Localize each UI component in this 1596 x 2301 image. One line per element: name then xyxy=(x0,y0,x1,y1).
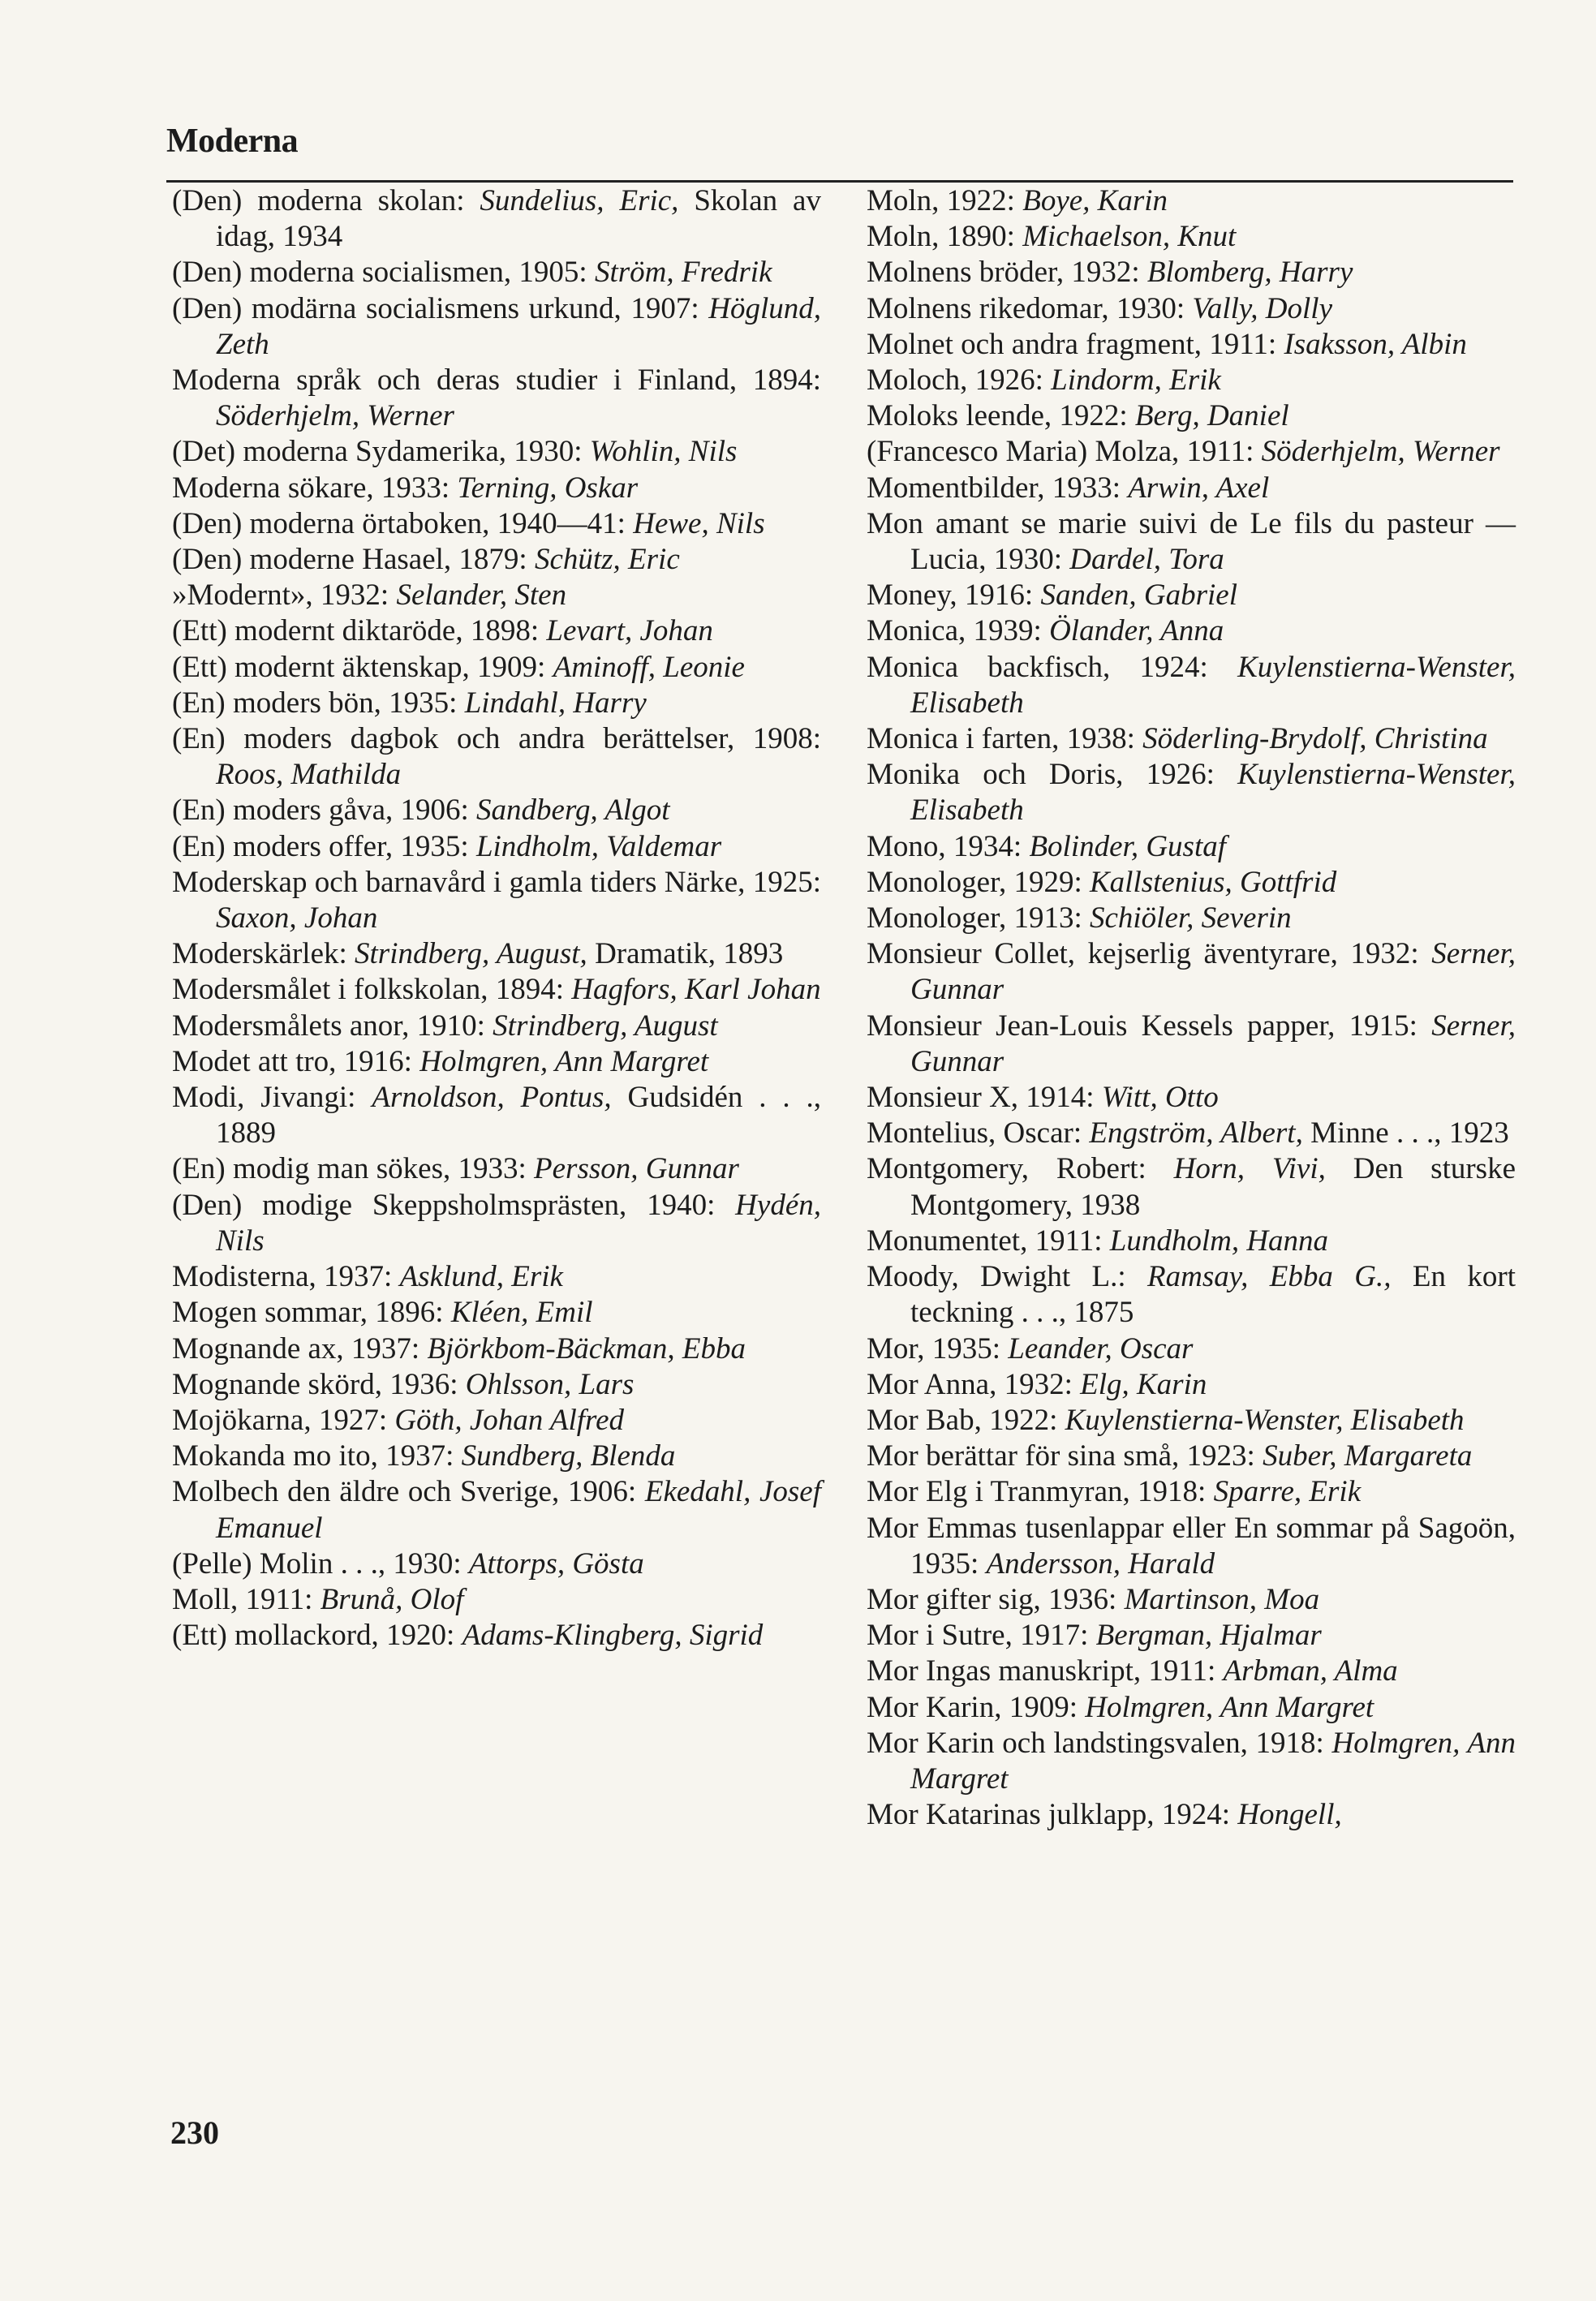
entry-author: Hewe, Nils xyxy=(633,506,765,540)
entry-author: Höglund, Zeth xyxy=(216,291,821,361)
index-entry xyxy=(172,1439,821,1474)
entry-author: Bergman, Hjalmar xyxy=(1095,1619,1322,1653)
entry-title: Mognande skörd, 1936: xyxy=(172,1367,466,1401)
entry-author: Schiöler, Severin xyxy=(1089,901,1292,935)
entry-author: Sparre, Erik xyxy=(1213,1475,1362,1509)
entry-author: Boye, Karin xyxy=(1022,184,1168,217)
entry-title: (Den) modärna socialismens urkund, 1907: xyxy=(172,291,709,325)
entry-title: Monsieur Jean-Louis Kessels papper, 1915: xyxy=(867,1009,1432,1043)
index-entry xyxy=(867,1690,1516,1726)
entry-author: Björkbom-Bäckman, Ebba xyxy=(427,1331,746,1366)
entry-note: En kort teckning . . ., 1875 xyxy=(910,1260,1516,1330)
entry-title: Molnet och andra fragment, 1911: xyxy=(867,327,1284,361)
entry-author: Lundholm, Hanna xyxy=(1109,1224,1329,1258)
entry-title: Mor Karin och landstingsvalen, 1918: xyxy=(867,1726,1332,1760)
entry-title: (Den) moderne Hasael, 1879: xyxy=(172,543,535,577)
index-entry xyxy=(867,1439,1516,1474)
entry-author: Attorps, Gösta xyxy=(468,1546,644,1581)
entry-title: Money, 1916: xyxy=(867,578,1041,613)
entry-title: Moody, Dwight L.: xyxy=(867,1260,1148,1294)
index-entry xyxy=(867,1403,1516,1439)
index-entry xyxy=(172,506,821,542)
index-entry xyxy=(172,1151,821,1187)
index-entry xyxy=(172,1044,821,1080)
entry-title: (Pelle) Molin . . ., 1930: xyxy=(172,1546,469,1581)
entry-author: Witt, Otto xyxy=(1101,1081,1219,1115)
entry-author: Isaksson, Albin xyxy=(1284,327,1467,361)
index-entry xyxy=(172,434,821,470)
entry-title: Mon amant se marie suivi de Le fils du pasteur — Lucia, 1930: xyxy=(867,506,1516,577)
index-entry xyxy=(172,1188,821,1259)
index-entry xyxy=(172,1367,821,1403)
index-entry xyxy=(867,363,1516,398)
index-entry xyxy=(867,1582,1516,1618)
entry-title: (Den) modige Skeppsholmsprästen, 1940: xyxy=(172,1188,736,1222)
entry-author: Hydén, Nils xyxy=(216,1188,821,1258)
index-entry xyxy=(172,972,821,1008)
entry-title: (Francesco Maria) Molza, 1911: xyxy=(867,435,1262,469)
entry-author: Kuylenstierna-Wenster, Elisabeth xyxy=(910,650,1516,720)
entry-title: (En) moders bön, 1935: xyxy=(172,686,465,720)
header-rule xyxy=(166,180,1513,183)
entry-author: Persson, Gunnar xyxy=(534,1152,739,1186)
entry-author: Blomberg, Harry xyxy=(1146,256,1353,290)
entry-author: Lindahl, Harry xyxy=(464,686,647,720)
index-entry xyxy=(867,1654,1516,1689)
entry-author: Vally, Dolly xyxy=(1192,291,1333,325)
entry-title: Mor Katarinas julklapp, 1924: xyxy=(867,1798,1238,1832)
entry-title: (Den) moderna örtaboken, 1940—41: xyxy=(172,506,634,540)
entry-title: (Ett) mollackord, 1920: xyxy=(172,1619,462,1653)
entry-author: Arnoldson, Pontus, xyxy=(372,1081,612,1115)
entry-author: Wohlin, Nils xyxy=(589,435,738,469)
entry-title: Monica backfisch, 1924: xyxy=(867,650,1238,684)
entry-title: Moll, 1911: xyxy=(172,1582,320,1616)
index-entry xyxy=(867,757,1516,828)
entry-author: Kallstenius, Gottfrid xyxy=(1089,865,1337,899)
entry-title: Monica i farten, 1938: xyxy=(867,722,1143,756)
entry-author: Levart, Johan xyxy=(546,614,713,648)
index-entry xyxy=(172,936,821,972)
entry-title: Mor Elg i Tranmyran, 1918: xyxy=(867,1475,1214,1509)
entry-title: (Ett) modernt diktaröde, 1898: xyxy=(172,614,547,648)
entry-author: Sandberg, Algot xyxy=(476,794,670,828)
entry-title: Mor Emmas tusenlappar eller En sommar på Sagoön, 1935: xyxy=(867,1511,1516,1581)
entry-title: (En) moders dagbok och andra berättelser, 1908: xyxy=(172,722,821,756)
entry-title: (En) moders offer, 1935: xyxy=(172,829,476,863)
entry-title: (En) moders gåva, 1906: xyxy=(172,794,477,828)
entry-author: Engström, Albert, xyxy=(1089,1116,1303,1150)
index-entry xyxy=(867,1151,1516,1223)
entry-title: Moln, 1922: xyxy=(867,184,1023,217)
entry-title: Mor Anna, 1932: xyxy=(867,1367,1081,1401)
entry-title: Modersmålets anor, 1910: xyxy=(172,1009,493,1043)
entry-title: Monologer, 1929: xyxy=(867,865,1090,899)
entry-title: Mor gifter sig, 1936: xyxy=(867,1582,1125,1616)
entry-author: Ekedahl, Josef Emanuel xyxy=(216,1475,822,1545)
entry-author: Bolinder, Gustaf xyxy=(1029,829,1226,863)
entry-title: Moderskap och barnavård i gamla tiders Närke, 1925: xyxy=(172,865,821,899)
entry-title: (Det) moderna Sydamerika, 1930: xyxy=(172,435,590,469)
index-entry xyxy=(867,578,1516,613)
index-entry xyxy=(172,291,821,363)
entry-title: (En) modig man sökes, 1933: xyxy=(172,1152,535,1186)
index-entry xyxy=(172,1582,821,1618)
entry-author: Michaelson, Knut xyxy=(1022,220,1237,254)
entry-author: Lindorm, Erik xyxy=(1051,363,1221,398)
entry-author: Lindholm, Valdemar xyxy=(475,829,722,863)
entry-author: Sanden, Gabriel xyxy=(1040,578,1237,613)
entry-title: Modersmålet i folkskolan, 1894: xyxy=(172,973,572,1007)
entry-note: Den sturske Montgomery, 1938 xyxy=(910,1152,1516,1222)
entry-note: Dramatik, 1893 xyxy=(587,937,784,971)
entry-author: Ström, Fredrik xyxy=(594,256,772,290)
index-entry xyxy=(867,721,1516,757)
entry-author: Strindberg, August xyxy=(493,1009,718,1043)
index-entry xyxy=(867,1116,1516,1151)
entry-author: Serner, Gunnar xyxy=(910,937,1516,1007)
index-entry xyxy=(867,1080,1516,1116)
index-entry xyxy=(867,471,1516,506)
entry-author: Schütz, Eric xyxy=(534,543,680,577)
entry-title: Moloks leende, 1922: xyxy=(867,399,1135,433)
entry-author: Terning, Oskar xyxy=(457,471,639,505)
entry-title: Montelius, Oscar: xyxy=(867,1116,1090,1150)
entry-author: Holmgren, Ann Margret xyxy=(1085,1690,1374,1724)
entry-author: Asklund, Erik xyxy=(399,1260,563,1294)
entry-title: Mor, 1935: xyxy=(867,1331,1009,1366)
entry-author: Berg, Daniel xyxy=(1134,399,1289,433)
index-entry xyxy=(867,398,1516,434)
entry-author: Söderling-Brydolf, Christina xyxy=(1142,722,1488,756)
entry-title: Moderskärlek: xyxy=(172,937,355,971)
entry-author: Roos, Mathilda xyxy=(216,758,402,792)
index-entry xyxy=(867,255,1516,290)
entry-title: (Ett) modernt äktenskap, 1909: xyxy=(172,650,553,684)
index-entry xyxy=(867,1259,1516,1331)
entry-title: Mor berättar för sina små, 1923: xyxy=(867,1439,1263,1473)
entry-title: Molbech den äldre och Sverige, 1906: xyxy=(172,1475,645,1509)
index-entry xyxy=(172,613,821,649)
entry-title: Modet att tro, 1916: xyxy=(172,1044,420,1078)
index-entry xyxy=(867,434,1516,470)
entry-author: Ohlsson, Lars xyxy=(465,1367,635,1401)
entry-title: Monologer, 1913: xyxy=(867,901,1090,935)
index-entry xyxy=(172,1403,821,1439)
index-entry xyxy=(172,1546,821,1582)
index-entry xyxy=(172,829,821,865)
index-entry xyxy=(172,542,821,578)
index-entry xyxy=(172,1009,821,1044)
index-column-left xyxy=(172,183,821,1654)
entry-author: Martinson, Moa xyxy=(1124,1582,1320,1616)
entry-title: Mokanda mo ito, 1937: xyxy=(172,1439,462,1473)
index-entry xyxy=(172,1259,821,1295)
index-entry xyxy=(867,1726,1516,1797)
entry-title: Monica, 1939: xyxy=(867,614,1050,648)
index-entry xyxy=(867,1797,1516,1833)
page-header-word: Moderna xyxy=(166,123,299,160)
entry-title: Moloch, 1926: xyxy=(867,363,1052,398)
entry-title: Monumentet, 1911: xyxy=(867,1224,1110,1258)
index-entry xyxy=(867,1367,1516,1403)
index-entry xyxy=(867,829,1516,865)
index-entry xyxy=(867,1511,1516,1582)
index-entry xyxy=(172,183,821,255)
index-entry xyxy=(172,578,821,613)
entry-title: (Den) moderna socialismen, 1905: xyxy=(172,256,595,290)
index-entry xyxy=(867,650,1516,721)
entry-note: Skolan av idag, 1934 xyxy=(216,184,821,254)
entry-author: Dardel, Tora xyxy=(1069,543,1224,577)
entry-title: Molnens bröder, 1932: xyxy=(867,256,1147,290)
entry-title: Modi, Jivangi: xyxy=(172,1081,372,1115)
entry-author: Hagfors, Karl Johan xyxy=(571,973,821,1007)
entry-author: Kuylenstierna-Wenster, Elisabeth xyxy=(1065,1403,1465,1437)
entry-author: Adams-Klingberg, Sigrid xyxy=(462,1619,764,1653)
entry-author: Holmgren, Ann Margret xyxy=(910,1726,1516,1796)
entry-author: Brunå, Olof xyxy=(320,1582,464,1616)
index-entry xyxy=(172,363,821,434)
entry-author: Suber, Margareta xyxy=(1263,1439,1473,1473)
entry-author: Kléen, Emil xyxy=(450,1296,593,1330)
entry-author: Andersson, Harald xyxy=(986,1546,1215,1581)
index-column-right xyxy=(867,183,1516,1833)
entry-title: Moderna språk och deras studier i Finland, 1894: xyxy=(172,363,821,398)
entry-author: Serner, Gunnar xyxy=(910,1009,1516,1078)
index-entry xyxy=(172,793,821,828)
entry-title: Moderna sökare, 1933: xyxy=(172,471,458,505)
entry-title: Mojökarna, 1927: xyxy=(172,1403,395,1437)
entry-author: Ölander, Anna xyxy=(1049,614,1224,648)
entry-note: Minne . . ., 1923 xyxy=(1302,1116,1509,1150)
index-entry xyxy=(867,936,1516,1008)
entry-title: Monsieur Collet, kejserlig äventyrare, 1932: xyxy=(867,937,1432,971)
index-entry xyxy=(172,721,821,793)
index-entry xyxy=(867,506,1516,578)
entry-author: Saxon, Johan xyxy=(216,901,378,935)
index-entry xyxy=(172,1331,821,1367)
entry-title: Monsieur X, 1914: xyxy=(867,1081,1102,1115)
entry-author: Aminoff, Leonie xyxy=(553,650,745,684)
index-entry xyxy=(867,1224,1516,1259)
entry-title: Mono, 1934: xyxy=(867,829,1030,863)
index-entry xyxy=(172,255,821,290)
entry-author: Selander, Sten xyxy=(396,578,567,613)
index-entry xyxy=(172,1474,821,1546)
entry-title: Mor Karin, 1909: xyxy=(867,1690,1086,1724)
entry-author: Holmgren, Ann Margret xyxy=(419,1044,709,1078)
index-entry xyxy=(172,1618,821,1654)
entry-title: Momentbilder, 1933: xyxy=(867,471,1129,505)
index-entry xyxy=(172,471,821,506)
entry-author: Leander, Oscar xyxy=(1008,1331,1194,1366)
entry-title: Mor Bab, 1922: xyxy=(867,1403,1065,1437)
index-entry xyxy=(867,183,1516,219)
entry-title: Modisterna, 1937: xyxy=(172,1260,400,1294)
entry-title: Molnens rikedomar, 1930: xyxy=(867,291,1193,325)
index-entry xyxy=(867,219,1516,255)
index-entry xyxy=(867,291,1516,327)
entry-author: Horn, Vivi, xyxy=(1173,1152,1326,1186)
index-entry xyxy=(867,901,1516,936)
entry-title: Monika och Doris, 1926: xyxy=(867,758,1238,792)
index-entry xyxy=(172,1080,821,1151)
index-entry xyxy=(172,1295,821,1331)
index-entry xyxy=(867,1009,1516,1080)
entry-author: Kuylenstierna-Wenster, Elisabeth xyxy=(910,758,1516,828)
entry-title: Montgomery, Robert: xyxy=(867,1152,1174,1186)
entry-author: Göth, Johan Alfred xyxy=(394,1403,624,1437)
entry-author: Ramsay, Ebba G., xyxy=(1147,1260,1392,1294)
index-entry xyxy=(172,686,821,721)
entry-author: Arbman, Alma xyxy=(1223,1654,1398,1688)
index-entry xyxy=(172,865,821,936)
entry-author: Sundelius, Eric, xyxy=(480,184,679,217)
entry-author: Elg, Karin xyxy=(1080,1367,1207,1401)
index-entry xyxy=(172,650,821,686)
entry-title: (Den) moderna skolan: xyxy=(172,184,480,217)
page-number: 230 xyxy=(170,2114,219,2151)
entry-title: Mor Ingas manuskript, 1911: xyxy=(867,1654,1224,1688)
entry-title: Mognande ax, 1937: xyxy=(172,1331,428,1366)
entry-title: Mogen sommar, 1896: xyxy=(172,1296,451,1330)
entry-author: Arwin, Axel xyxy=(1128,471,1270,505)
entry-author: Hongell, xyxy=(1237,1798,1342,1832)
entry-author: Strindberg, August, xyxy=(355,937,587,971)
entry-note: Gudsidén . . ., 1889 xyxy=(216,1081,821,1150)
index-entry xyxy=(867,1474,1516,1510)
index-entry xyxy=(867,613,1516,649)
index-entry xyxy=(867,1618,1516,1654)
entry-title: Mor i Sutre, 1917: xyxy=(867,1619,1096,1653)
entry-author: Söderhjelm, Werner xyxy=(216,399,454,433)
index-entry xyxy=(867,865,1516,901)
index-entry xyxy=(867,1331,1516,1367)
entry-author: Sundberg, Blenda xyxy=(461,1439,676,1473)
index-entry xyxy=(867,327,1516,363)
entry-author: Söderhjelm, Werner xyxy=(1261,435,1500,469)
entry-title: »Modernt», 1932: xyxy=(172,578,397,613)
entry-title: Moln, 1890: xyxy=(867,220,1023,254)
